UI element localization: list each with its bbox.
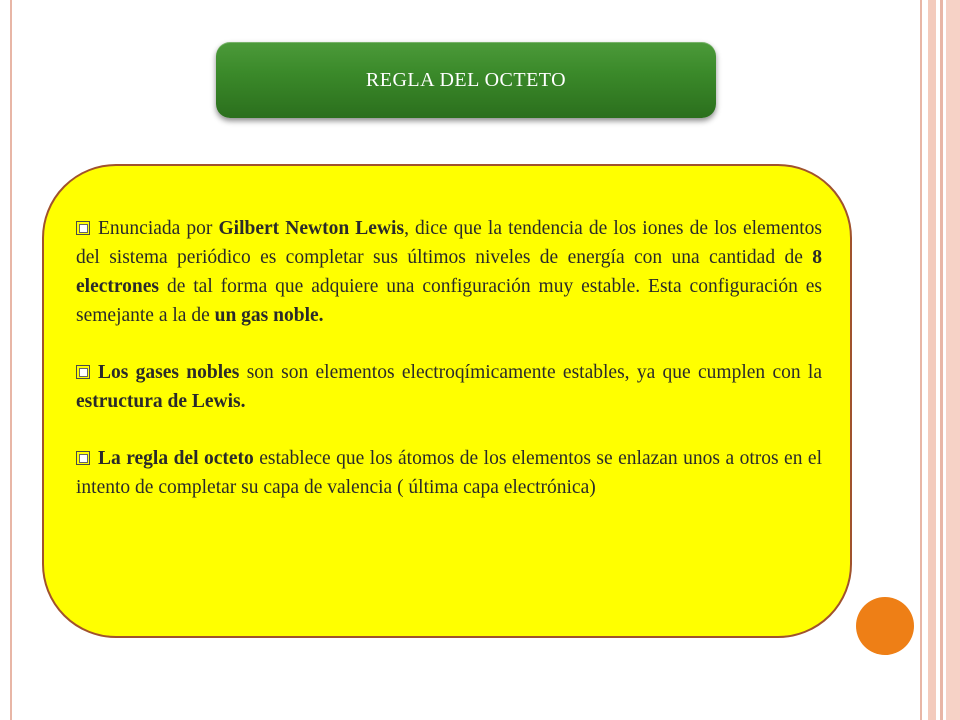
- content-box: [42, 164, 852, 638]
- left-frame-line: [10, 0, 12, 720]
- bold-text-run: La regla del octeto: [98, 448, 254, 469]
- orange-circle-icon: [856, 597, 914, 655]
- slide-title-banner: [216, 42, 716, 118]
- hollow-square-bullet-icon: [76, 451, 90, 465]
- hollow-square-bullet-icon: [76, 365, 90, 379]
- text-run: , dice que la tendencia de los iones de los elementos del sistema periódico es completar sus últimos niveles de energía con una cantidad de: [76, 218, 823, 268]
- slide-title: REGLA DEL OCTETO: [365, 68, 567, 91]
- hollow-square-bullet-icon: [76, 221, 90, 235]
- right-frame-stripe: [940, 0, 943, 720]
- bold-text-run: Los gases nobles: [98, 362, 240, 383]
- text-run: Enunciada por: [98, 218, 219, 239]
- bold-text-run: Gilbert Newton Lewis: [218, 218, 405, 239]
- content-text: [76, 214, 822, 530]
- bold-text-run: un gas noble.: [214, 305, 324, 326]
- right-frame-stripe: [920, 0, 922, 720]
- text-run: establece que los átomos de los elementos se enlazan unos a otros en el intento de completar su capa de valencia ( última capa electrónica): [76, 448, 822, 498]
- text-run: son son elementos electroqímicamente estables, ya que cumplen con la: [239, 362, 823, 383]
- right-frame-stripe: [928, 0, 936, 720]
- text-run: de tal forma que adquiere una configuración muy estable. Esta configuración es semejante a la de: [76, 276, 822, 326]
- paragraph-lewis-definition: [76, 214, 822, 330]
- paragraph-noble-gases: [76, 358, 822, 416]
- right-frame-stripe: [946, 0, 960, 720]
- paragraph-octet-rule: [76, 444, 822, 502]
- bold-text-run: 8 electrones: [76, 247, 822, 297]
- bold-text-run: estructura de Lewis.: [76, 391, 246, 412]
